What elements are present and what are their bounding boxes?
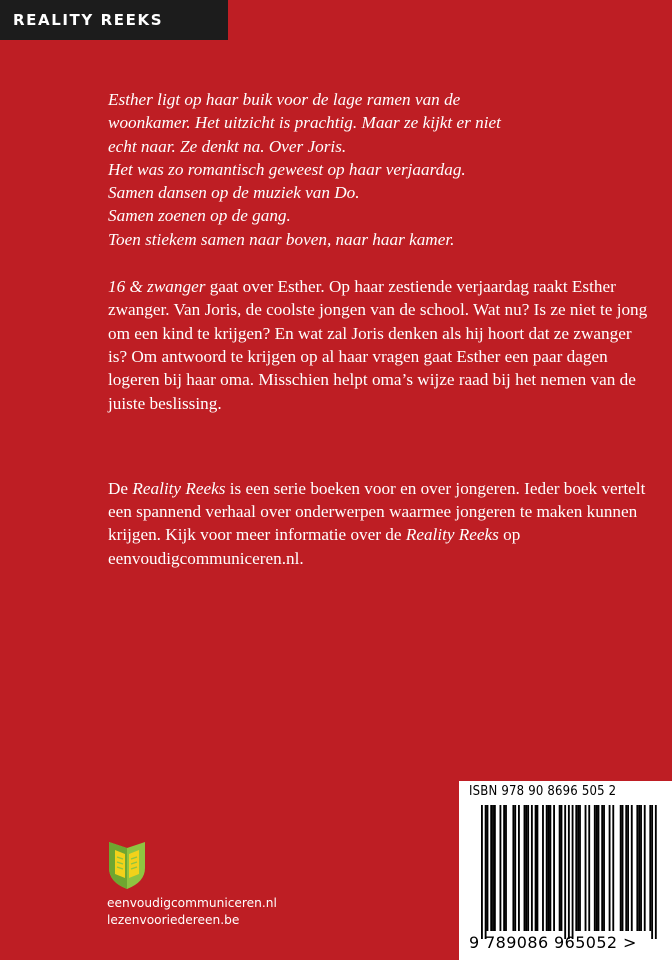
barcode-bar [492,805,494,931]
barcode-bar [594,805,596,931]
barcode-bar [525,805,527,931]
barcode-bar [651,805,653,939]
book-title: 16 & zwanger [108,277,206,297]
barcode-digits: 9 789086 965052 > [469,933,637,952]
barcode-bar [638,805,640,931]
barcode-bar [609,805,611,931]
back-cover-blurb [108,88,648,570]
series-name: Reality Reeks [405,525,499,545]
publisher-websites [107,895,277,929]
barcode-bar [601,805,603,931]
series-text: is een serie boeken voor en over jongeren. Ieder boek vertelt een spannend verhaal over onderwerpen waarmee jongeren te maken kunnen krijgen. Kijk voor meer informatie over de [108,478,646,545]
barcode-bar [561,805,563,931]
barcode-bar [636,805,638,931]
barcode-bar [649,805,651,931]
barcode-bar [585,805,587,931]
barcode-bar [490,805,492,931]
barcode-bar [603,805,605,931]
barcode-bar [579,805,581,931]
barcode-bar [494,805,496,931]
barcode-bar [588,805,590,931]
barcode-bar [527,805,529,931]
barcode-bar [481,805,483,939]
logo-page-right [129,850,139,878]
barcode-bar [503,805,505,931]
intro-line: Samen dansen op de muziek van Do. [108,183,360,203]
barcode-bar [612,805,614,931]
barcode-bar [485,805,487,939]
barcode-bar [535,805,537,931]
intro-line: Samen zoenen op de gang. [108,206,291,226]
series-description [108,477,648,570]
barcode-bar [644,805,646,931]
barcode-bar [596,805,598,931]
series-name: Reality Reeks [132,478,226,498]
barcode-bar [577,805,579,931]
barcode-bar [546,805,548,931]
series-text: De [108,478,133,498]
series-tab [0,0,228,40]
barcode-bar [524,805,526,931]
intro-excerpt [108,88,648,251]
barcode-bar [631,805,633,931]
series-text: op eenvoudigcommuniceren.nl. [108,525,521,568]
intro-line: Het was zo romantisch geweest op haar verjaardag. [108,159,466,179]
barcode-bar [531,805,533,931]
story-summary-text: gaat over Esther. Op haar zestiende verjaardag raakt Esther zwanger. Van Joris, de coolste jongen van de school. Wat nu? Is ze niet te jong om een kind te krijgen? En wat zal Joris denken als hij hoort dat ze zwanger is? Om antwoord te krijgen op al haar vragen gaat Esther een paar dagen logeren bij haar oma. Misschien helpt oma’s wijze raad bij het nemen van de juiste beslissing. [108,277,648,413]
isbn-barcode [459,781,672,960]
barcode-bar [514,805,516,931]
barcode-bar [655,805,657,939]
barcode-bar [537,805,539,931]
barcode-bar [559,805,561,931]
website-link[interactable]: lezenvooriedereen.be [107,913,240,927]
series-tab-label: REALITY REEKS [13,11,164,29]
barcode-bar [575,805,577,931]
barcode-bar [598,805,600,931]
barcode-bar [487,805,489,931]
barcode-bar [512,805,514,931]
intro-line: echt naar. Ze denkt na. Over Joris. [108,136,347,156]
barcode-bar [572,805,574,939]
story-summary [108,275,648,415]
barcode-bar [640,805,642,931]
barcode-bar [548,805,550,931]
barcode-bar [549,805,551,931]
website-link[interactable]: eenvoudigcommuniceren.nl [107,896,277,910]
intro-line: woonkamer. Het uitzicht is prachtig. Maar ze kijkt er niet [108,113,501,133]
barcode-bar [627,805,629,931]
barcode-bar [518,805,520,931]
barcode-bar [622,805,624,931]
barcode-bar [620,805,622,931]
intro-line: Toen stiekem samen naar boven, naar haar kamer. [108,229,455,249]
logo-page-left [115,850,125,878]
barcode-bar [500,805,502,931]
intro-line: Esther ligt op haar buik voor de lage ramen van de [108,90,461,109]
barcode-bar [625,805,627,931]
isbn-label: ISBN 978 90 8696 505 2 [469,784,617,799]
barcode-bar [564,805,566,939]
barcode-bar [542,805,544,931]
barcode-bar [553,805,555,931]
barcode-bar [568,805,570,939]
book-shield-logo [107,838,147,890]
barcode-bar [505,805,507,931]
